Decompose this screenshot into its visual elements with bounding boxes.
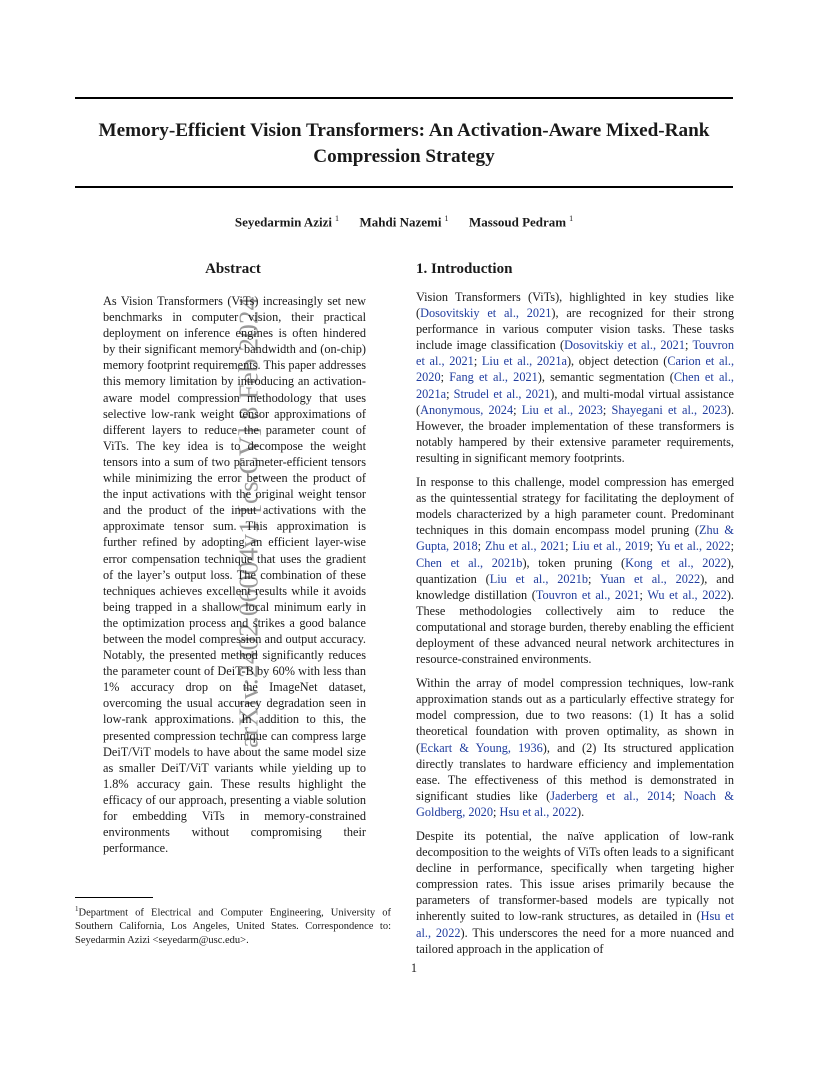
- citation-link[interactable]: Dosovitskiy et al., 2021: [564, 338, 685, 353]
- citation-link[interactable]: Liu et al., 2019: [572, 539, 650, 554]
- citation-link[interactable]: Zhu et al., 2021: [485, 539, 566, 554]
- author-name: Mahdi Nazemi: [359, 214, 442, 230]
- author-affiliation-mark: 1: [335, 214, 340, 223]
- citation-link[interactable]: Touvron et al., 2021: [416, 338, 734, 369]
- page-number: 1: [410, 961, 418, 975]
- paragraph-text: In response to this challenge, model compression has emerged as the quintessential strategy for facilitating the deployment of models characterized by a high parameter count. Predominant techniques in this domain encompass model pruning (: [416, 475, 734, 538]
- paragraph-text: ;: [477, 539, 485, 554]
- paragraph-text: ;: [473, 354, 482, 369]
- affiliation-footnote: [75, 903, 391, 947]
- title-bottom-rule: [75, 186, 733, 188]
- paragraph-text: ;: [671, 788, 684, 803]
- paragraph-text: ), token pruning (: [522, 555, 626, 570]
- citation-link[interactable]: Dosovitskiy et al., 2021: [420, 306, 552, 321]
- paragraph-text: ;: [513, 402, 522, 417]
- intro-paragraph: [416, 675, 734, 820]
- intro-paragraph: [416, 828, 734, 957]
- paragraph-text: ), quantization (: [416, 555, 734, 586]
- author-affiliation-mark: 1: [444, 214, 449, 223]
- arxiv-identifier-stamp: arXiv:2402.06004v1 [cs.CV] 8 Feb 2024: [233, 296, 264, 748]
- paragraph-text: ).: [577, 804, 585, 819]
- paragraph-text: ;: [588, 571, 600, 586]
- abstract-heading: Abstract: [205, 261, 261, 277]
- paragraph-text: ;: [639, 587, 648, 602]
- paragraph-text: Vision Transformers (ViTs), highlighted in key studies like (: [416, 290, 734, 321]
- citation-link[interactable]: Wu et al., 2022: [647, 587, 727, 602]
- citation-link[interactable]: Carion et al., 2020: [416, 354, 735, 385]
- paragraph-text: ). These methodologies collectively aim to reduce the computational and storage burden, thereby enabling the efficient deployment of these advanced neural network architectures in resource-constrained environments.: [416, 587, 734, 667]
- citation-link[interactable]: Anonymous, 2024: [420, 402, 514, 417]
- paragraph-text: ). However, the broader implementation of these transformers is notably hampered by their extensive parameter requirements, resulting in significant memory footprints.: [416, 402, 735, 465]
- citation-link[interactable]: Strudel et al., 2021: [453, 386, 551, 401]
- author-name: Seyedarmin Azizi: [234, 214, 333, 230]
- paragraph-text: ;: [565, 539, 573, 554]
- citation-link[interactable]: Yuan et al., 2022: [599, 571, 701, 586]
- paragraph-text: ;: [446, 386, 454, 401]
- paragraph-text: ;: [684, 338, 693, 353]
- author-list: [75, 214, 733, 230]
- paragraph-text: ), semantic segmentation (: [537, 370, 674, 385]
- citation-link[interactable]: Jaderberg et al., 2014: [550, 788, 672, 803]
- paragraph-text: ), and multi-modal virtual assistance (: [416, 386, 734, 417]
- paragraph-text: ). This underscores the need for a more nuanced and tailored approach in the application of: [416, 925, 734, 956]
- paragraph-text: Within the array of model compression techniques, low-rank approximation stands out as a particularly effective strategy for model compression, due to two reasons: (1) It has a solid theoretical foundation with proven optimality, as shown in (: [416, 676, 734, 755]
- paragraph-text: ), are recognized for their strong performance in various computer vision tasks. These tasks include image classification (: [416, 306, 734, 353]
- citation-link[interactable]: Fang et al., 2021: [449, 370, 538, 385]
- citation-link[interactable]: Liu et al., 2021a: [481, 354, 567, 369]
- paragraph-text: ), and (2) Its structured application directly translates to hardware efficiency and implementation ease. The effectiveness of this method is demonstrated in significant studies like (: [416, 740, 734, 803]
- citation-link[interactable]: Kong et al., 2022: [625, 555, 727, 570]
- paragraph-text: Despite its potential, the naïve application of low-rank decomposition to the weights of ViTs often leads to a significant decline in performance, specifically when targeting higher compression rates. This issue arises primarily because the parameters of transformer-based models are typically not inherently suited to low-rank structures, as detailed in (: [416, 829, 734, 924]
- citation-link[interactable]: Chen et al., 2021b: [416, 555, 523, 570]
- citation-link[interactable]: Liu et al., 2021b: [489, 571, 589, 586]
- footnote-text: Department of Electrical and Computer Engineering, University of Southern California, Los Angeles, United States. Correspondence to: Seyedarmin Azizi <seyedarm@usc.edu>.: [75, 907, 391, 946]
- citation-link[interactable]: Shayegani et al., 2023: [611, 402, 727, 417]
- intro-paragraph: [416, 474, 734, 667]
- citation-link[interactable]: Hsu et al., 2022: [499, 804, 577, 819]
- citation-link[interactable]: Hsu et al., 2022: [416, 909, 734, 940]
- paragraph-text: ;: [730, 539, 734, 554]
- intro-paragraph: [416, 289, 734, 466]
- abstract-text: As Vision Transformers (ViTs) increasingly set new benchmarks in computer vision, their practical deployment on inference engines is often hindered by their significant memory bandwidth and (on-chip) memory footprint requirements. This paper addresses this memory limitation by introducing an activation-aware model compression methodology that uses selective low-rank weight tensor approximations of different layers to reduce the parameter count of ViTs. The key idea is to decompose the weight tensors into a sum of two parameter-efficient tensors while minimizing the error between the product of the input activations with the original weight tensor and the product of the input activations with the approximate tensor sum. This approximation is further refined by adopting an efficient layer-wise error compensation technique that uses the gradient of the layer’s output loss. The combination of these techniques achieves excellent results while it avoids being trapped in a shallow local minimum early in the optimization process and strikes a good balance between the model compression and output accuracy. Notably, the presented method significantly reduces the parameter count of DeiT-B by 60% with less than 1% accuracy drop on the ImageNet dataset, overcoming the usual accuracy degradation seen in low-rank approximations. In addition to this, the presented compression technique can compress large DeiT/ViT models to have about the same model size as smaller DeiT/ViT variants while yielding up to 1.8% accuracy gain. These results highlight the efficacy of our approach, presenting a viable solution for embedding ViTs in memory-constrained environments without compromising their performance.: [103, 294, 366, 856]
- paragraph-text: ;: [649, 539, 657, 554]
- citation-link[interactable]: Zhu & Gupta, 2018: [416, 523, 734, 554]
- author-affiliation-mark: 1: [569, 214, 574, 223]
- paper-title: Memory-Efficient Vision Transformers: An Activation-Aware Mixed-Rank Compression Strategy: [98, 120, 710, 167]
- citation-link[interactable]: Liu et al., 2023: [521, 402, 603, 417]
- paragraph-text: ), and knowledge distillation (: [416, 571, 734, 602]
- paragraph-text: ;: [492, 804, 500, 819]
- paragraph-text: ;: [440, 370, 450, 385]
- footnote-rule: [75, 897, 153, 898]
- author-name: Massoud Pedram: [468, 214, 567, 230]
- citation-link[interactable]: Yu et al., 2022: [656, 539, 731, 554]
- citation-link[interactable]: Noach & Goldberg, 2020: [416, 788, 734, 819]
- citation-link[interactable]: Chen et al., 2021a: [416, 370, 734, 401]
- paragraph-text: ;: [602, 402, 612, 417]
- title-top-rule: [75, 97, 733, 99]
- paragraph-text: ), object detection (: [566, 354, 668, 369]
- citation-link[interactable]: Eckart & Young, 1936: [420, 740, 543, 755]
- introduction-body: [416, 289, 734, 965]
- citation-link[interactable]: Touvron et al., 2021: [535, 587, 640, 602]
- footnote-mark: 1: [75, 905, 79, 913]
- section-heading-introduction: 1. Introduction: [416, 261, 513, 277]
